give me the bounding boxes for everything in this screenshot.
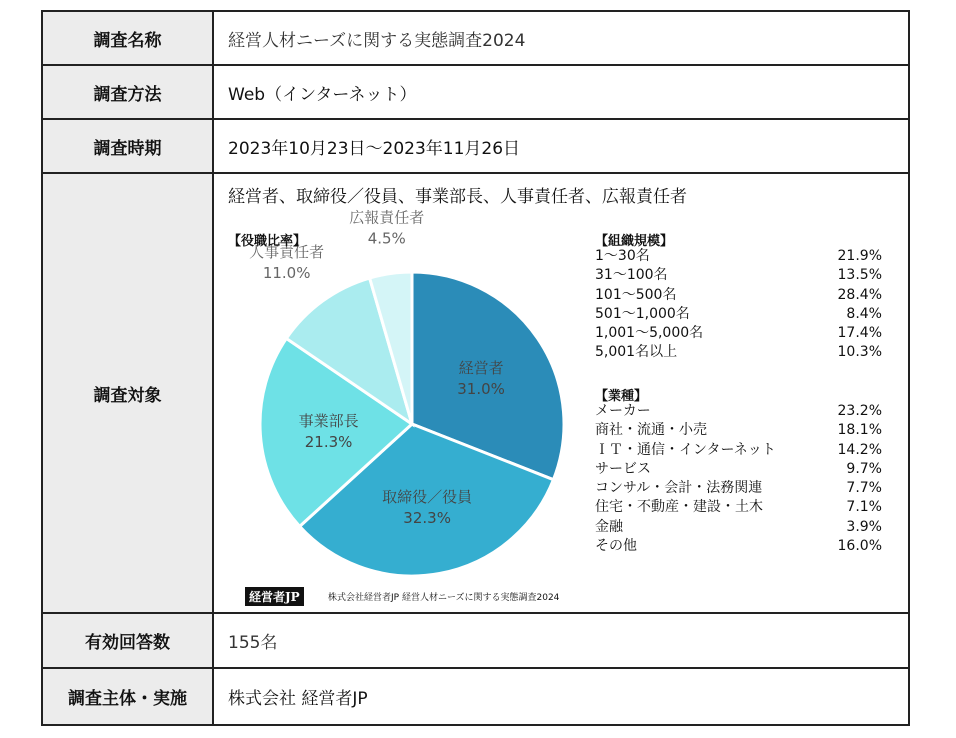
source-note: 株式会社経営者JP 経営人材ニーズに関する実態調査2024 [328, 593, 560, 603]
list-item: 1～30名 21.9% [595, 248, 882, 264]
company-logo: 経営者JP [245, 587, 304, 606]
survey-summary-table [41, 10, 910, 726]
organizer-label: 調査主体・実施 [42, 668, 213, 725]
slice-value-label: 32.3% [403, 509, 451, 528]
list-item: ＩＴ・通信・インターネット 14.2% [595, 441, 882, 458]
industry-list [595, 402, 882, 556]
period-label: 調査時期 [42, 119, 213, 173]
slice-label: 取締役／役員 [382, 488, 473, 507]
slice-label: 事業部長 [298, 411, 359, 430]
list-item: コンサル・会計・法務関連 7.7% [595, 480, 882, 497]
pie-title: 【役職比率】 [228, 234, 307, 249]
responses-value: 155名 [213, 613, 909, 668]
slice-label: 広報責任者 [349, 208, 425, 227]
slice-label: 人事責任者 [249, 242, 325, 261]
list-item: サービス 9.7% [595, 460, 882, 477]
row-period [42, 119, 909, 173]
responses-label: 有効回答数 [42, 613, 213, 668]
row-method [42, 65, 909, 119]
list-item: 501～1,000名 8.4% [595, 305, 882, 322]
row-responses [42, 613, 909, 668]
row-organizer [42, 668, 909, 725]
slice-value-label: 21.3% [304, 432, 353, 451]
period-value: 2023年10月23日～2023年11月26日 [213, 119, 909, 173]
org-size-list [595, 247, 882, 363]
method-label: 調査方法 [42, 65, 213, 119]
list-item: 5,001名以上 10.3% [595, 344, 882, 361]
survey-name-value: 経営人材ニーズに関する実態調査2024 [213, 11, 909, 65]
list-item: 31～100名 13.5% [595, 267, 882, 284]
slice-value-label: 11.0% [262, 263, 311, 282]
list-item: その他 16.0% [595, 538, 882, 555]
target-value: 経営者、取締役／役員、事業部長、人事責任者、広報責任者 [228, 187, 687, 207]
industry-title: 【業種】 [595, 389, 648, 404]
organizer-value: 株式会社 経営者JP [213, 668, 909, 725]
slice-label: 経営者 [458, 358, 504, 377]
row-survey-name [42, 11, 909, 65]
method-value: Web（インターネット） [213, 65, 909, 119]
row-target [42, 173, 909, 613]
list-item: 101～500名 28.4% [595, 286, 882, 303]
slice-value-label: 31.0% [457, 379, 505, 398]
target-cell [213, 173, 909, 613]
list-item: 住宅・不動産・建設・土木 7.1% [595, 499, 882, 516]
survey-name-label: 調査名称 [42, 11, 213, 65]
org-size-title: 【組織規模】 [595, 234, 674, 249]
target-label: 調査対象 [42, 173, 213, 613]
list-item: 商社・流通・小売 18.1% [595, 422, 882, 439]
list-item: 金融 3.9% [595, 518, 882, 535]
list-item: メーカー 23.2% [595, 403, 882, 419]
slice-value-label: 4.5% [367, 229, 406, 248]
list-item: 1,001～5,000名 17.4% [595, 325, 882, 342]
